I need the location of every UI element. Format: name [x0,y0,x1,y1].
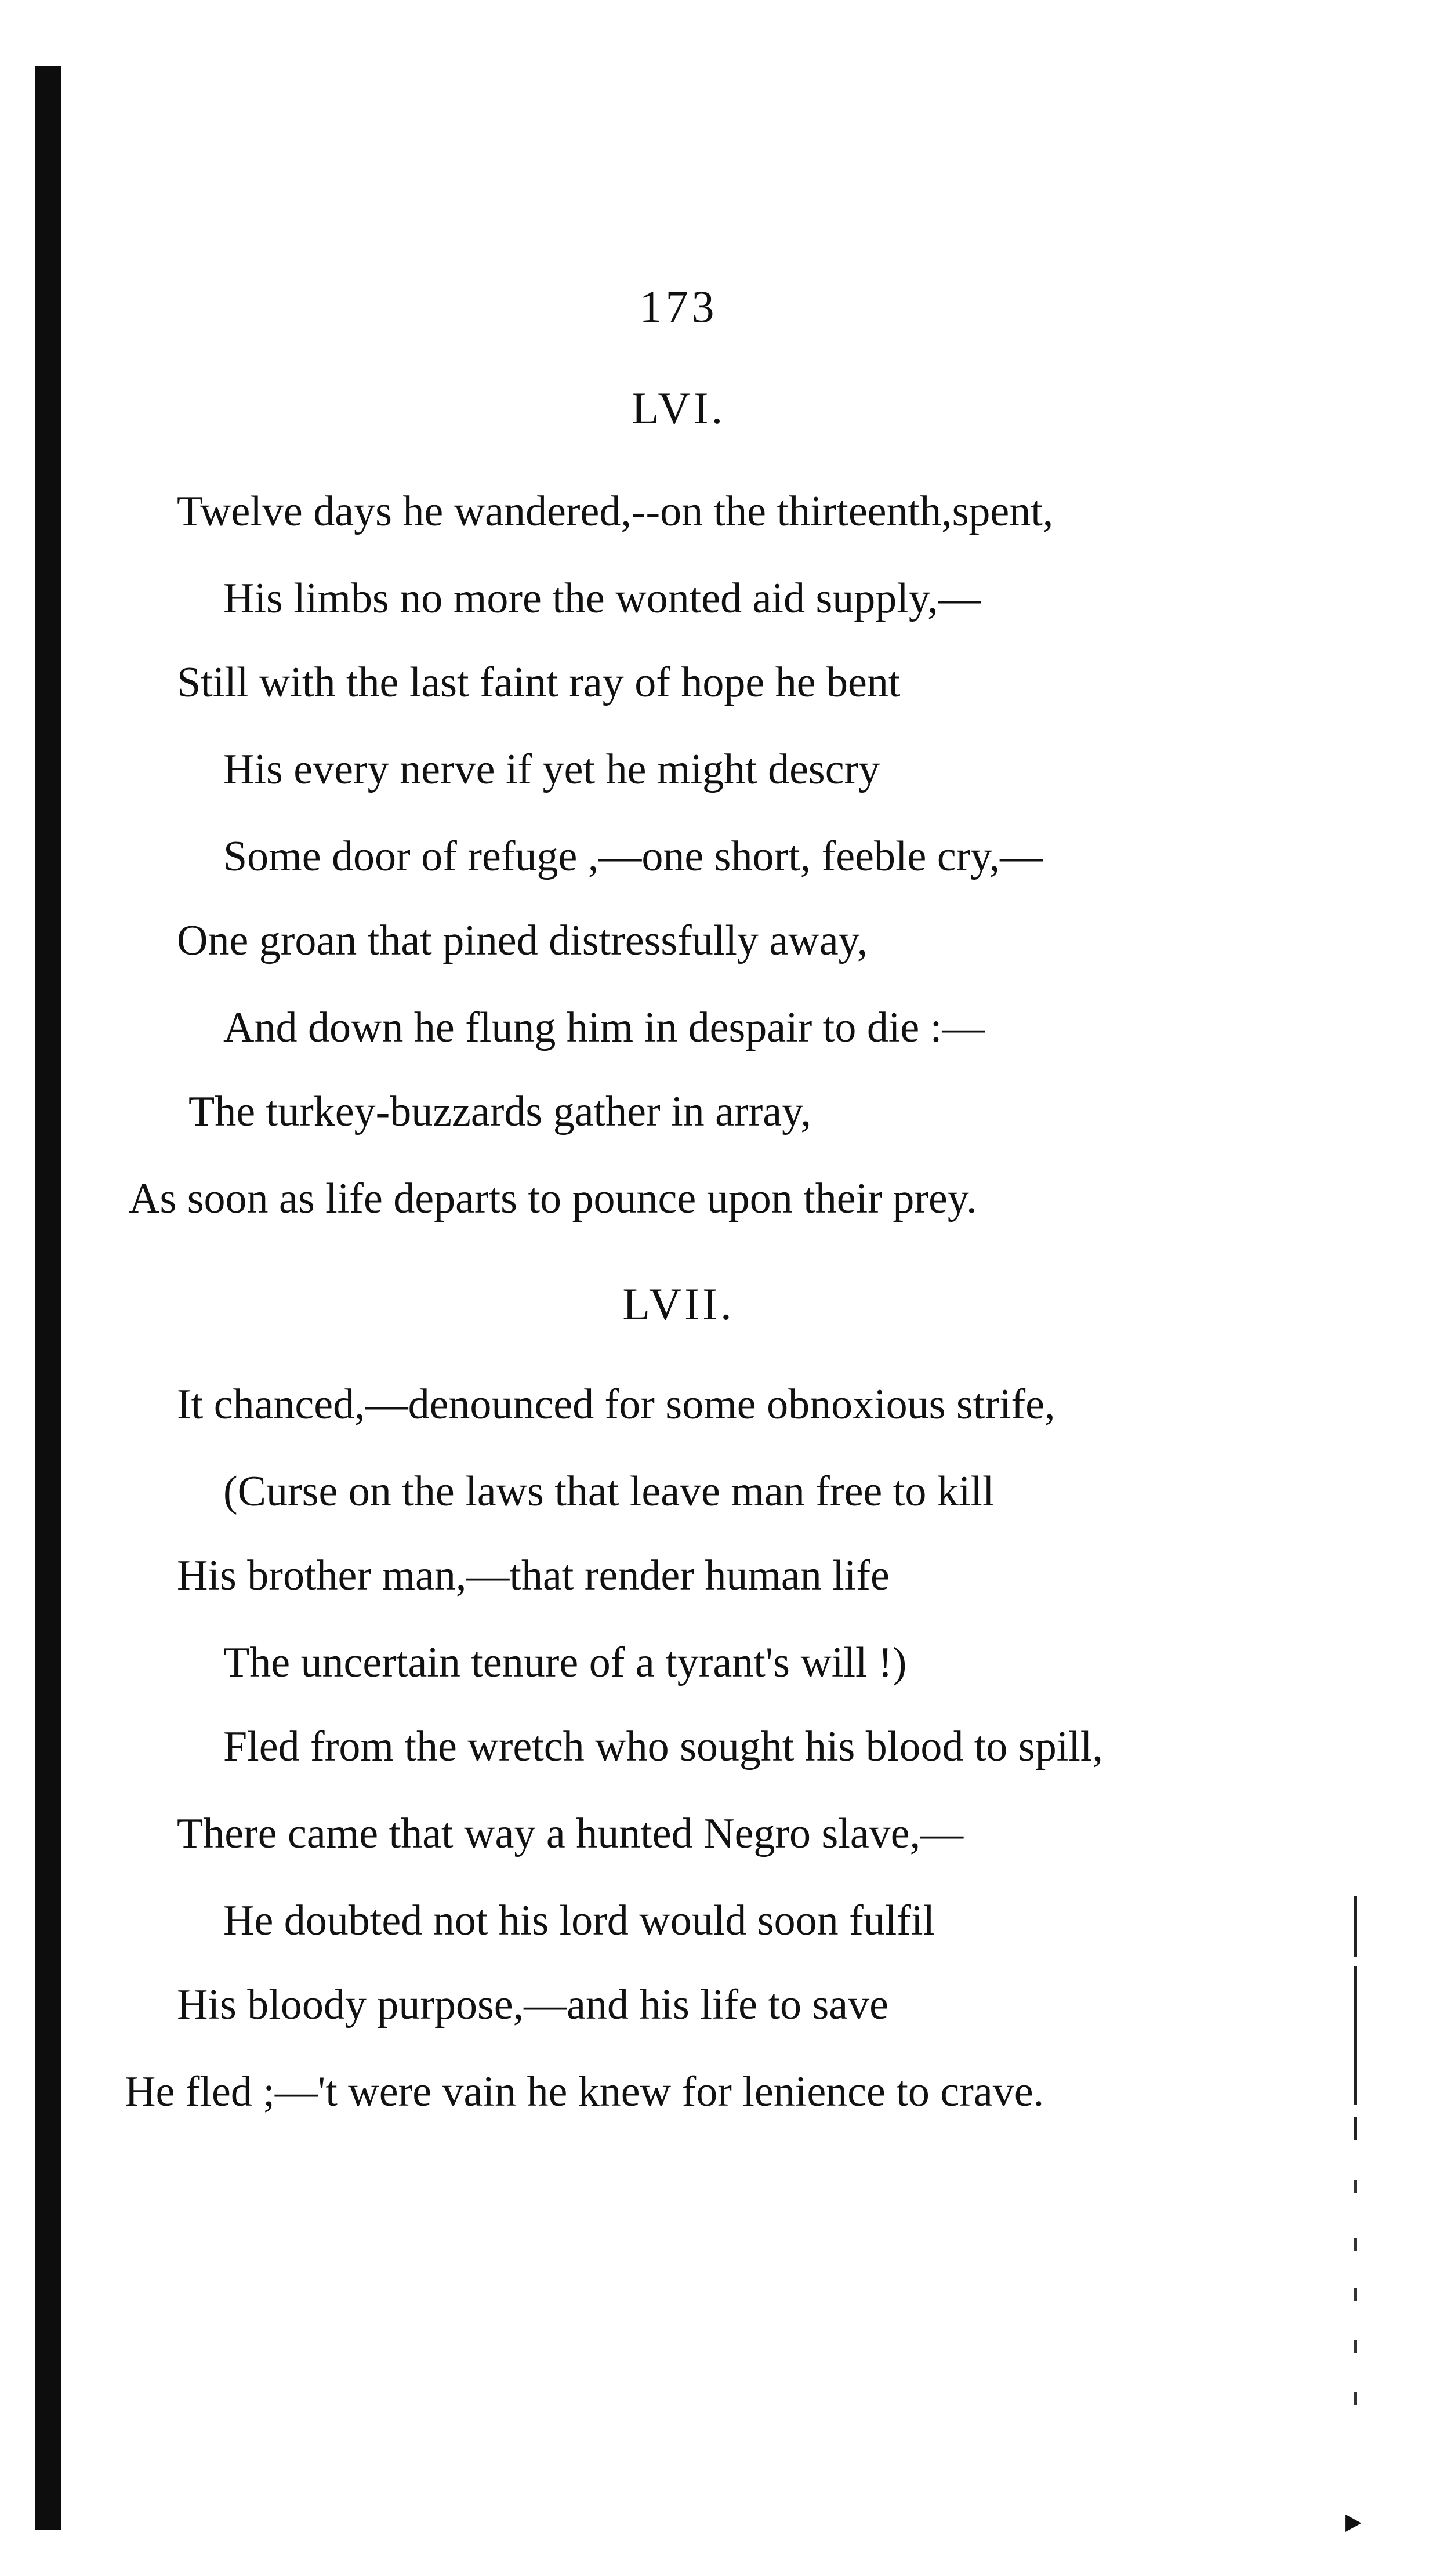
verse-line: There came that way a hunted Negro slave,— [177,1810,964,1857]
verse-line: His bloody purpose,—and his life to save [177,1981,888,2029]
right-margin-rule [1354,1966,1357,2105]
verse-line: It chanced,—denounced for some obnoxious strife, [177,1381,1055,1428]
verse-line: His brother man,—that render human life [177,1552,890,1599]
stanza-heading-lvi: LVI. [631,383,726,433]
verse-line: He fled ;—'t were vain he knew for lenience to crave. [125,2068,1044,2116]
verse-line: One groan that pined distressfully away, [177,917,868,964]
verse-line: He doubted not his lord would soon fulfil [223,1897,935,1944]
page-number: 173 [639,281,718,332]
verse-line: Some door of refuge ,—one short, feeble cry,— [223,833,1043,880]
right-margin-rule [1354,2117,1357,2140]
right-margin-mark [1354,2238,1357,2251]
stanza-heading-lvii: LVII. [622,1279,735,1329]
right-margin-rule [1354,1896,1357,1957]
verse-line: His every nerve if yet he might descry [223,746,880,793]
right-margin-mark [1354,2288,1357,2301]
verse-line: (Curse on the laws that leave man free to kill [223,1468,995,1515]
right-margin-mark [1354,2180,1357,2193]
verse-line: Still with the last faint ray of hope he bent [177,659,901,706]
verse-line: Fled from the wretch who sought his blood to spill, [223,1723,1103,1770]
right-margin-mark [1354,2392,1357,2405]
verse-line: And down he flung him in despair to die :— [223,1004,985,1051]
verse-line: The uncertain tenure of a tyrant's will !) [223,1639,907,1686]
right-margin-mark [1354,2340,1357,2353]
corner-ink-mark: ‣ [1340,2503,1366,2548]
verse-line: The turkey-buzzards gather in array, [188,1088,811,1135]
verse-line: As soon as life departs to pounce upon their prey. [129,1175,977,1222]
verse-line: Twelve days he wandered,--on the thirteenth,spent, [177,488,1054,535]
verse-line: His limbs no more the wonted aid supply,— [223,575,981,622]
